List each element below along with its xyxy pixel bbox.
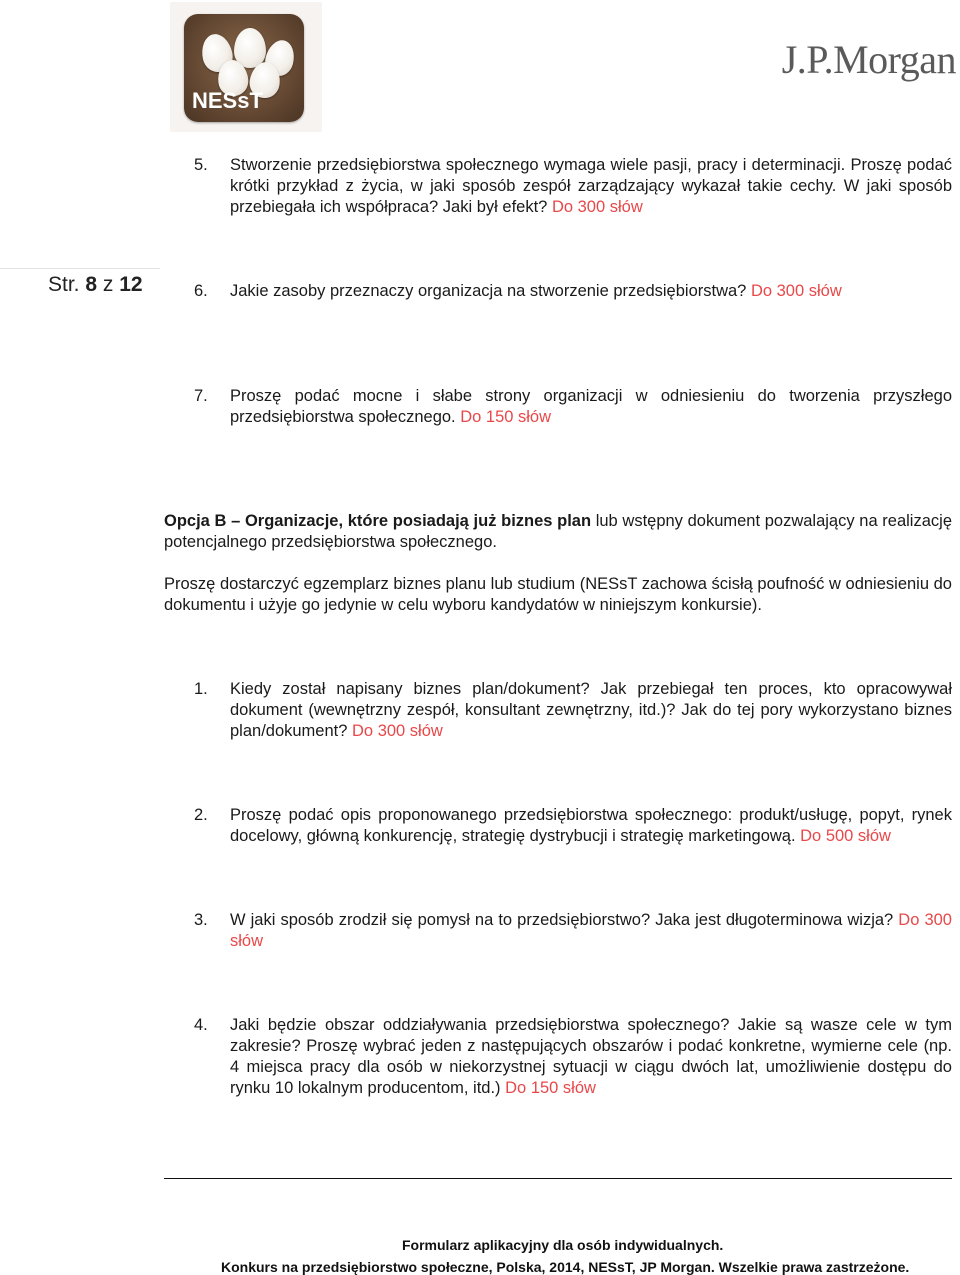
- page-current: 8: [85, 273, 98, 296]
- nesst-logo-text: NESsT: [192, 88, 263, 113]
- page-total: 12: [119, 273, 143, 296]
- question-text: Jakie zasoby przeznaczy organizacja na stworzenie przedsiębiorstwa?: [230, 282, 751, 300]
- question-number: 4.: [194, 1016, 208, 1034]
- question-text: Stworzenie przedsiębiorstwa społecznego wymaga wiele pasji, pracy i determinacji. Proszę podać krótki przykład z życia, w jaki sposób zespół zarządzający wykazał takie cechy. W jaki sposób przebiegała ich współpraca? Jaki był efekt?: [230, 156, 952, 216]
- footer-line-1: Formularz aplikacyjny dla osób indywidualnych.: [402, 1237, 724, 1253]
- nesst-logo: [170, 2, 322, 132]
- question-text: Jaki będzie obszar oddziaływania przedsiębiorstwa społecznego? Jakie są wasze cele w tym zakresie? Proszę wybrać jeden z następujących obszarów i podać konkretne, wymierne cele (np. 4 miejsca pracy dla osób w niekorzystnej sytuacji w ciągu dwóch lat, umożliwienie dostępu do rynku 10 lokalnym producentom, itd.): [230, 1016, 952, 1097]
- question-number: 5.: [194, 156, 208, 174]
- word-limit: Do 150 słów: [460, 408, 552, 426]
- word-limit: Do 300 słów: [750, 282, 842, 300]
- question-text: Proszę podać mocne i słabe strony organizacji w odniesieniu do tworzenia przyszłego przedsiębiorstwa społecznego.: [230, 387, 952, 426]
- option-b-instruction: Proszę dostarczyć egzemplarz biznes planu lub studium (NESsT zachowa ścisłą poufność w odniesieniu do dokumentu i użyje go jedynie w celu wyboru kandydatów w niniejszym konkursie).: [164, 575, 952, 614]
- question-number: 6.: [194, 282, 208, 300]
- question-item: [194, 281, 952, 302]
- word-limit: Do 300 słów: [352, 722, 443, 740]
- option-b-heading: [164, 511, 952, 553]
- option-b-description: lub wstępny dokument pozwalający na realizację potencjalnego przedsiębiorstwa społecznego.: [164, 512, 952, 551]
- question-item: [194, 679, 952, 742]
- page-number-rule: [0, 268, 160, 269]
- question-number: 7.: [194, 387, 208, 405]
- word-limit: Do 500 słów: [800, 827, 891, 845]
- option-b-title: Opcja B – Organizacje, które posiadają już biznes plan: [164, 512, 592, 530]
- jpmorgan-logo: J.P.Morgan: [781, 37, 956, 82]
- question-number: 3.: [194, 911, 208, 929]
- word-limit: Do 300 słów: [230, 911, 952, 950]
- footer-rule: [164, 1178, 952, 1179]
- page-sep: z: [102, 273, 114, 296]
- question-number: 1.: [194, 680, 208, 698]
- word-limit: Do 300 słów: [551, 198, 643, 216]
- question-item: [194, 155, 952, 218]
- question-item: [194, 910, 952, 952]
- question-text: Kiedy został napisany biznes plan/dokument? Jak przebiegał ten proces, kto opracowywał dokument (wewnętrzny zespół, konsultant zewnętrzny, itd.)? Jak do tej pory wykorzystano biznes plan/dokument?: [230, 680, 952, 740]
- question-text: W jaki sposób zrodził się pomysł na to przedsiębiorstwo? Jaka jest długoterminowa wizja?: [230, 911, 899, 929]
- page-prefix: Str.: [48, 273, 80, 296]
- word-limit: Do 150 słów: [505, 1079, 596, 1097]
- question-number: 2.: [194, 806, 208, 824]
- nest-eggs-image: [184, 14, 304, 122]
- page-number: [48, 273, 143, 297]
- question-text: Proszę podać opis proponowanego przedsiębiorstwa społecznego: produkt/usługę, popyt, rynek docelowy, główną konkurencję, strategię dystrybucji i strategię marketingową.: [230, 806, 952, 845]
- question-item: [194, 1015, 952, 1099]
- footer-line-2: Konkurs na przedsiębiorstwo społeczne, Polska, 2014, NESsT, JP Morgan. Wszelkie prawa zastrzeżone.: [221, 1259, 910, 1275]
- question-item: [194, 805, 952, 847]
- question-item: [194, 386, 952, 428]
